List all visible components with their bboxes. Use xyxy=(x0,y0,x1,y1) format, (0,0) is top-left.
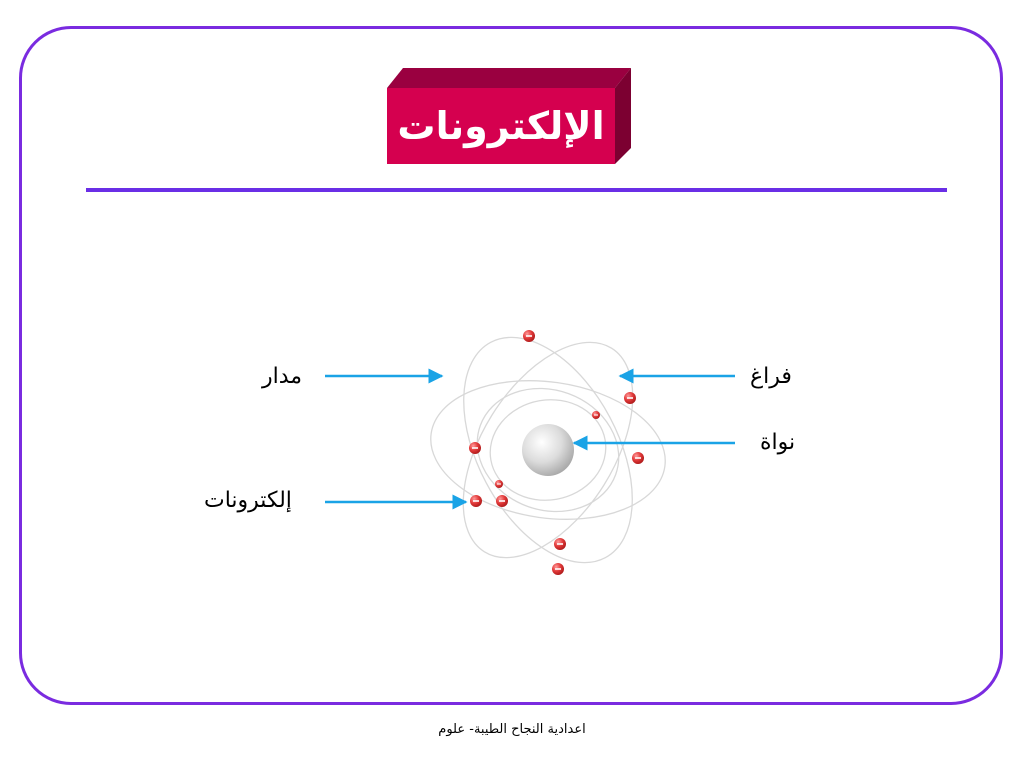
space-label: فراغ xyxy=(750,364,792,389)
electron xyxy=(592,411,600,419)
orbit-label: مدار xyxy=(262,364,303,389)
footer-text: اعدادية النجاح الطيبة- علوم xyxy=(438,722,586,737)
page-title: الإلكترونات xyxy=(397,104,605,148)
electron xyxy=(495,480,503,488)
electron xyxy=(469,442,481,454)
electrons-label: إلكترونات xyxy=(204,488,292,513)
electron xyxy=(632,452,644,464)
electron xyxy=(624,392,636,404)
electron xyxy=(554,538,566,550)
electron xyxy=(552,563,564,575)
electron xyxy=(523,330,535,342)
electron xyxy=(496,495,508,507)
nucleus xyxy=(522,424,574,476)
electron xyxy=(470,495,482,507)
nucleus-label: نواة xyxy=(760,430,796,455)
